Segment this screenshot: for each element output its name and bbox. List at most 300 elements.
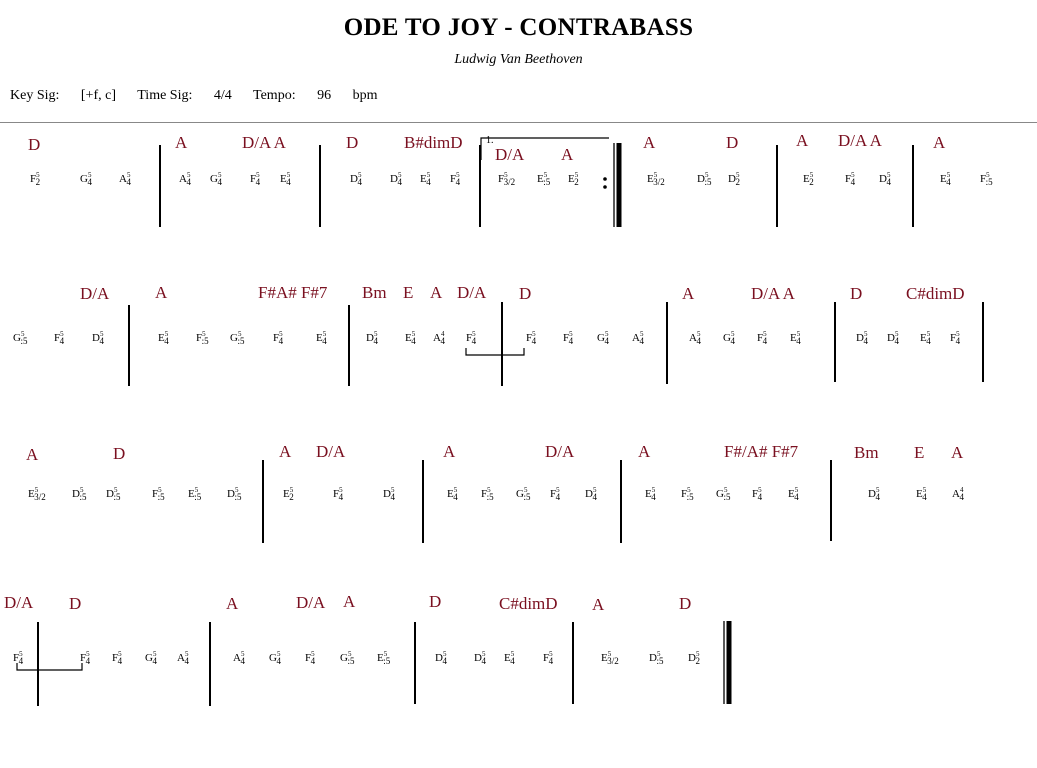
note-token bbox=[790, 330, 801, 346]
chord-symbol: C#dimD bbox=[906, 284, 965, 303]
chord-symbol: Bm bbox=[362, 283, 387, 302]
chord-symbol: D/A bbox=[80, 284, 110, 303]
note-duration: 4 bbox=[757, 492, 763, 502]
note-duration: 4 bbox=[955, 336, 961, 346]
note-letter: A bbox=[689, 332, 697, 344]
chord-symbol: A bbox=[226, 594, 239, 613]
note-letter: E bbox=[188, 488, 195, 500]
note-octave: 5 bbox=[886, 171, 891, 179]
note-octave: 5 bbox=[20, 330, 25, 338]
note-token bbox=[689, 330, 701, 346]
note-token bbox=[498, 171, 515, 187]
note-token bbox=[723, 330, 735, 346]
note-letter: G bbox=[80, 173, 88, 185]
note-duration: :5 bbox=[723, 492, 731, 502]
note-token bbox=[728, 171, 740, 187]
note-octave: 5 bbox=[543, 171, 548, 179]
note-octave: 5 bbox=[202, 330, 206, 338]
note-letter: D bbox=[856, 332, 864, 344]
note-duration: 4 bbox=[886, 177, 891, 187]
note-token bbox=[377, 650, 391, 666]
note-letter: E bbox=[283, 488, 290, 500]
chord-symbol: D/A bbox=[495, 145, 525, 164]
note-octave: 5 bbox=[158, 486, 162, 494]
note-letter: F bbox=[466, 332, 473, 344]
note-token bbox=[405, 330, 416, 346]
note-token bbox=[420, 171, 431, 187]
note-letter: F bbox=[752, 488, 759, 500]
note-octave: 5 bbox=[758, 486, 762, 494]
chord-symbol: D bbox=[113, 444, 126, 463]
note-duration: 4 bbox=[592, 492, 597, 502]
repeat-dot bbox=[603, 177, 607, 181]
chord-symbol: A bbox=[592, 595, 605, 614]
note-letter: G bbox=[210, 173, 218, 185]
note-duration: 4 bbox=[875, 492, 880, 502]
note-octave: 5 bbox=[532, 330, 536, 338]
note-letter: E bbox=[504, 652, 511, 664]
note-duration: 4 bbox=[85, 656, 91, 666]
note-octave: 5 bbox=[311, 650, 315, 658]
note-letter: D bbox=[390, 173, 398, 185]
note-token bbox=[526, 330, 537, 346]
chord-symbol: E bbox=[403, 283, 414, 302]
note-octave: 5 bbox=[194, 486, 199, 494]
note-octave: 4 bbox=[440, 330, 445, 338]
note-duration: 2 bbox=[289, 492, 294, 502]
note-letter: F bbox=[498, 173, 505, 185]
note-letter: A bbox=[233, 652, 241, 664]
time-sig-value: 4/4 bbox=[213, 88, 232, 103]
note-token bbox=[158, 330, 169, 346]
note-token bbox=[250, 171, 261, 187]
note-token bbox=[543, 650, 554, 666]
note-token bbox=[233, 650, 245, 666]
score-title: ODE TO JOY - CONTRABASS bbox=[343, 14, 694, 41]
note-octave: 5 bbox=[574, 171, 579, 179]
note-letter: F bbox=[450, 173, 457, 185]
note-octave: 5 bbox=[456, 171, 460, 179]
note-token bbox=[106, 486, 121, 502]
note-token bbox=[868, 486, 880, 502]
note-letter: E bbox=[537, 173, 544, 185]
note-octave: 5 bbox=[118, 650, 122, 658]
note-letter: E bbox=[316, 332, 323, 344]
note-token bbox=[568, 171, 579, 187]
note-token bbox=[916, 486, 927, 502]
note-letter: E bbox=[647, 173, 654, 185]
note-letter: E bbox=[377, 652, 384, 664]
note-octave: 5 bbox=[34, 486, 39, 494]
note-token bbox=[177, 650, 189, 666]
note-duration: 4 bbox=[87, 177, 92, 187]
chord-symbol: A bbox=[279, 442, 292, 461]
note-letter: F bbox=[481, 488, 488, 500]
note-duration: 4 bbox=[164, 336, 169, 346]
note-letter: F bbox=[563, 332, 570, 344]
tempo-value: 96 bbox=[317, 88, 332, 103]
note-octave: 5 bbox=[79, 486, 84, 494]
note-octave: 5 bbox=[184, 650, 189, 658]
note-token bbox=[980, 171, 993, 187]
note-octave: 5 bbox=[113, 486, 118, 494]
note-duration: 4 bbox=[531, 336, 537, 346]
note-letter: D bbox=[868, 488, 876, 500]
note-token bbox=[474, 650, 486, 666]
note-octave: 5 bbox=[653, 171, 658, 179]
chord-symbol: A bbox=[26, 445, 39, 464]
note-token bbox=[230, 330, 245, 346]
note-letter: D bbox=[366, 332, 374, 344]
note-token bbox=[80, 171, 92, 187]
note-letter: A bbox=[177, 652, 185, 664]
note-duration: 4 bbox=[357, 177, 362, 187]
note-duration: :5 bbox=[237, 336, 245, 346]
note-token bbox=[80, 650, 91, 666]
note-octave: 5 bbox=[256, 171, 260, 179]
note-token bbox=[30, 171, 40, 187]
note-letter: E bbox=[158, 332, 165, 344]
note-token bbox=[145, 650, 157, 666]
note-letter: E bbox=[447, 488, 454, 500]
note-octave: 5 bbox=[651, 486, 656, 494]
note-token bbox=[283, 486, 294, 502]
tie-bracket bbox=[466, 348, 524, 355]
note-octave: 5 bbox=[956, 330, 960, 338]
note-octave: 5 bbox=[390, 486, 395, 494]
note-token bbox=[350, 171, 362, 187]
chord-symbol: D/A A bbox=[838, 131, 882, 150]
note-duration: 2 bbox=[35, 177, 41, 187]
note-letter: D bbox=[383, 488, 391, 500]
chord-symbol: A bbox=[951, 443, 964, 462]
note-token bbox=[845, 171, 856, 187]
note-letter: G bbox=[597, 332, 605, 344]
note-octave: 5 bbox=[481, 650, 486, 658]
note-octave: 5 bbox=[339, 486, 343, 494]
chord-symbol: D bbox=[28, 135, 41, 154]
chord-symbol: A bbox=[796, 131, 809, 150]
note-octave: 5 bbox=[687, 486, 691, 494]
note-token bbox=[803, 171, 814, 187]
note-letter: F bbox=[273, 332, 280, 344]
note-letter: A bbox=[433, 332, 441, 344]
note-octave: 5 bbox=[217, 171, 222, 179]
note-duration: 4 bbox=[481, 656, 486, 666]
note-letter: F bbox=[250, 173, 257, 185]
note-duration: 4 bbox=[455, 177, 461, 187]
note-duration: 4 bbox=[471, 336, 477, 346]
note-letter: G bbox=[723, 332, 731, 344]
note-token bbox=[210, 171, 222, 187]
note-duration: :5 bbox=[486, 492, 494, 502]
note-letter: A bbox=[952, 488, 960, 500]
note-token bbox=[647, 171, 665, 187]
note-letter: G bbox=[145, 652, 153, 664]
note-letter: E bbox=[790, 332, 797, 344]
note-token bbox=[950, 330, 961, 346]
note-letter: D bbox=[92, 332, 100, 344]
note-duration: 4 bbox=[18, 656, 24, 666]
chord-symbol: D/A bbox=[296, 593, 326, 612]
note-letter: F bbox=[305, 652, 312, 664]
note-letter: F bbox=[550, 488, 557, 500]
note-duration: 3/2 bbox=[607, 656, 619, 666]
chord-symbol: E bbox=[914, 443, 925, 462]
note-letter: E bbox=[420, 173, 427, 185]
note-token bbox=[504, 650, 515, 666]
chord-symbol: D/A bbox=[457, 283, 487, 302]
note-token bbox=[333, 486, 344, 502]
note-duration: 3/2 bbox=[34, 492, 46, 502]
note-octave: 5 bbox=[164, 330, 169, 338]
note-duration: 4 bbox=[278, 336, 284, 346]
note-octave: 5 bbox=[735, 171, 740, 179]
note-octave: 5 bbox=[549, 650, 553, 658]
note-token bbox=[550, 486, 561, 502]
note-letter: E bbox=[940, 173, 947, 185]
key-sig-label: Key Sig: bbox=[10, 88, 60, 103]
note-octave: 5 bbox=[60, 330, 64, 338]
chord-symbol: D/A A bbox=[751, 284, 795, 303]
note-letter: G bbox=[230, 332, 238, 344]
note-duration: :5 bbox=[656, 656, 664, 666]
note-octave: 5 bbox=[639, 330, 644, 338]
note-letter: F bbox=[543, 652, 550, 664]
note-duration: 4 bbox=[99, 336, 104, 346]
note-duration: :5 bbox=[157, 492, 165, 502]
note-octave: 5 bbox=[286, 171, 291, 179]
note-octave: 5 bbox=[279, 330, 283, 338]
note-duration: :5 bbox=[113, 492, 121, 502]
note-row bbox=[30, 171, 993, 187]
tempo-unit: bpm bbox=[352, 88, 378, 103]
note-octave: 5 bbox=[946, 171, 951, 179]
note-token bbox=[585, 486, 597, 502]
note-octave: 5 bbox=[656, 650, 661, 658]
chord-row bbox=[4, 592, 691, 614]
chord-row bbox=[26, 442, 964, 464]
note-octave: 5 bbox=[234, 486, 239, 494]
note-token bbox=[390, 171, 402, 187]
note-token bbox=[280, 171, 291, 187]
chord-symbol: D bbox=[850, 284, 863, 303]
note-octave: 5 bbox=[569, 330, 573, 338]
note-letter: E bbox=[788, 488, 795, 500]
repeat-dot bbox=[603, 185, 607, 189]
note-token bbox=[72, 486, 87, 502]
note-letter: G bbox=[13, 332, 21, 344]
note-letter: F bbox=[757, 332, 764, 344]
note-octave: 5 bbox=[510, 650, 515, 658]
note-letter: A bbox=[119, 173, 127, 185]
time-sig-label: Time Sig: bbox=[137, 88, 193, 103]
note-token bbox=[632, 330, 644, 346]
note-letter: E bbox=[280, 173, 287, 185]
note-duration: 4 bbox=[555, 492, 561, 502]
note-token bbox=[887, 330, 899, 346]
note-token bbox=[516, 486, 531, 502]
note-octave: 5 bbox=[383, 650, 388, 658]
note-letter: E bbox=[601, 652, 608, 664]
note-letter: F bbox=[30, 173, 37, 185]
note-token bbox=[188, 486, 202, 502]
note-letter: A bbox=[179, 173, 187, 185]
note-letter: D bbox=[697, 173, 705, 185]
note-letter: D bbox=[350, 173, 358, 185]
chord-symbol: D/A A bbox=[242, 133, 286, 152]
chord-symbol: D bbox=[69, 594, 82, 613]
note-duration: 2 bbox=[809, 177, 814, 187]
note-letter: G bbox=[340, 652, 348, 664]
note-duration: 4 bbox=[442, 656, 447, 666]
chord-symbol: D/A bbox=[545, 442, 575, 461]
note-token bbox=[54, 330, 65, 346]
note-token bbox=[316, 330, 327, 346]
note-letter: F bbox=[196, 332, 203, 344]
note-duration: 4 bbox=[184, 656, 189, 666]
note-token bbox=[752, 486, 763, 502]
note-letter: E bbox=[405, 332, 412, 344]
note-octave: 4 bbox=[959, 486, 964, 494]
note-duration: 4 bbox=[373, 336, 378, 346]
chord-symbol: A bbox=[638, 442, 651, 461]
note-duration: 4 bbox=[794, 492, 799, 502]
note-letter: F bbox=[681, 488, 688, 500]
note-duration: 4 bbox=[310, 656, 316, 666]
note-token bbox=[879, 171, 891, 187]
note-octave: 5 bbox=[504, 171, 508, 179]
note-duration: 4 bbox=[240, 656, 245, 666]
note-letter: D bbox=[72, 488, 80, 500]
note-token bbox=[788, 486, 799, 502]
note-duration: 4 bbox=[338, 492, 344, 502]
note-octave: 5 bbox=[472, 330, 476, 338]
note-duration: 4 bbox=[255, 177, 261, 187]
note-letter: D bbox=[585, 488, 593, 500]
note-token bbox=[952, 486, 964, 502]
note-duration: 4 bbox=[152, 656, 157, 666]
note-octave: 5 bbox=[442, 650, 447, 658]
note-octave: 5 bbox=[426, 171, 431, 179]
note-duration: :5 bbox=[194, 492, 202, 502]
note-duration: 4 bbox=[946, 177, 951, 187]
note-token bbox=[28, 486, 46, 502]
note-octave: 5 bbox=[704, 171, 709, 179]
note-octave: 5 bbox=[556, 486, 560, 494]
note-token bbox=[466, 330, 477, 346]
note-duration: 4 bbox=[651, 492, 656, 502]
note-duration: 4 bbox=[863, 336, 868, 346]
note-duration: :5 bbox=[543, 177, 551, 187]
chord-symbol: A bbox=[343, 592, 356, 611]
note-token bbox=[697, 171, 712, 187]
note-duration: :5 bbox=[347, 656, 355, 666]
note-token bbox=[112, 650, 123, 666]
note-duration: 4 bbox=[397, 177, 402, 187]
note-token bbox=[481, 486, 494, 502]
note-token bbox=[688, 650, 700, 666]
note-token bbox=[119, 171, 131, 187]
note-duration: 3/2 bbox=[653, 177, 665, 187]
tie-brackets bbox=[17, 348, 524, 670]
note-duration: 4 bbox=[186, 177, 191, 187]
note-token bbox=[940, 171, 951, 187]
note-token bbox=[152, 486, 165, 502]
note-row bbox=[13, 650, 700, 666]
key-sig-value: [+f, c] bbox=[80, 88, 116, 103]
note-duration: 4 bbox=[322, 336, 327, 346]
note-letter: D bbox=[227, 488, 235, 500]
note-letter: F bbox=[950, 332, 957, 344]
chord-symbol: D bbox=[679, 594, 692, 613]
note-octave: 5 bbox=[152, 650, 157, 658]
note-letter: F bbox=[112, 652, 119, 664]
note-duration: :5 bbox=[985, 177, 993, 187]
note-octave: 5 bbox=[237, 330, 242, 338]
note-letter: D bbox=[879, 173, 887, 185]
chord-row bbox=[80, 283, 965, 303]
note-letter: F bbox=[152, 488, 159, 500]
note-letter: E bbox=[920, 332, 927, 344]
chord-symbol: A bbox=[643, 133, 656, 152]
note-octave: 5 bbox=[894, 330, 899, 338]
note-octave: 5 bbox=[453, 486, 458, 494]
note-duration: 4 bbox=[604, 336, 609, 346]
note-letter: G bbox=[516, 488, 524, 500]
note-duration: 4 bbox=[959, 492, 964, 502]
note-octave: 5 bbox=[487, 486, 491, 494]
note-token bbox=[340, 650, 355, 666]
note-row bbox=[28, 486, 964, 502]
note-duration: 2 bbox=[735, 177, 740, 187]
note-token bbox=[13, 330, 28, 346]
note-letter: E bbox=[916, 488, 923, 500]
note-duration: 4 bbox=[426, 177, 431, 187]
note-token bbox=[92, 330, 104, 346]
note-duration: 4 bbox=[922, 492, 927, 502]
chord-symbol: C#dimD bbox=[499, 594, 558, 613]
note-letter: A bbox=[632, 332, 640, 344]
note-letter: D bbox=[435, 652, 443, 664]
note-octave: 5 bbox=[607, 650, 612, 658]
note-duration: 4 bbox=[639, 336, 644, 346]
note-duration: 3/2 bbox=[503, 177, 516, 187]
note-duration: 4 bbox=[762, 336, 768, 346]
note-letter: F bbox=[333, 488, 340, 500]
note-octave: 5 bbox=[347, 650, 352, 658]
note-duration: 4 bbox=[59, 336, 65, 346]
note-octave: 5 bbox=[99, 330, 104, 338]
chord-symbol: D bbox=[726, 133, 739, 152]
note-letter: D bbox=[474, 652, 482, 664]
note-token bbox=[447, 486, 458, 502]
chord-symbol: D bbox=[429, 592, 442, 611]
note-octave: 5 bbox=[696, 330, 701, 338]
note-octave: 5 bbox=[695, 650, 700, 658]
note-letter: F bbox=[54, 332, 61, 344]
chord-symbol: D/A bbox=[316, 442, 346, 461]
note-duration: 2 bbox=[695, 656, 700, 666]
note-octave: 5 bbox=[523, 486, 528, 494]
note-octave: 5 bbox=[875, 486, 880, 494]
note-token bbox=[273, 330, 284, 346]
note-duration: 4 bbox=[453, 492, 458, 502]
chord-symbol: F#/A# F#7 bbox=[724, 442, 799, 461]
chord-symbol: F#A# F#7 bbox=[258, 283, 328, 302]
note-octave: 5 bbox=[397, 171, 402, 179]
tie-bracket bbox=[17, 663, 82, 670]
